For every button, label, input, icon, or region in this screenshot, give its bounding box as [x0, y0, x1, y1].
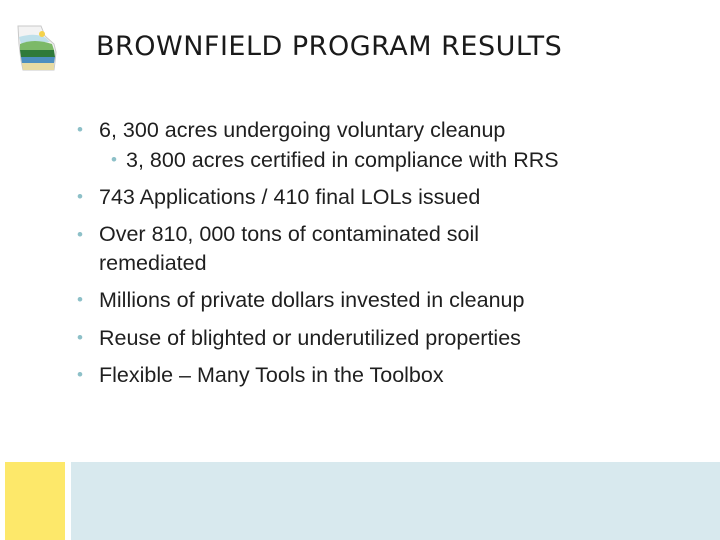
- bullet-item: [0, 285, 720, 315]
- bullet-dot-icon: •: [77, 120, 83, 139]
- bullet-dot-icon: •: [77, 224, 83, 244]
- georgia-state-logo-icon: [14, 24, 58, 72]
- bullet-dot-icon: •: [77, 290, 83, 309]
- bullet-item: [0, 323, 720, 353]
- footer-accent-block: [5, 462, 65, 540]
- footer-band: [71, 462, 720, 540]
- sub-bullet-item: [0, 145, 720, 175]
- bullet-text: 743 Applications / 410 final LOLs issued: [99, 185, 481, 209]
- bullet-dot-icon: •: [77, 327, 83, 347]
- bullet-dot-icon: •: [77, 365, 83, 384]
- bullet-text: Flexible – Many Tools in the Toolbox: [99, 363, 444, 387]
- bullet-list: [0, 115, 720, 398]
- bullet-item: [0, 115, 720, 145]
- bullet-text: 3, 800 acres certified in compliance with RRS: [126, 147, 559, 172]
- bullet-item: [0, 360, 720, 390]
- bullet-text: Reuse of blighted or underutilized properties: [99, 325, 521, 350]
- bullet-item: [0, 182, 720, 212]
- bullet-item: [0, 220, 720, 278]
- bullet-text: Millions of private dollars invested in cleanup: [99, 288, 525, 312]
- bullet-text: Over 810, 000 tons of contaminated soil remediated: [99, 221, 480, 275]
- slide-title: BROWNFIELD PROGRAM RESULTS: [96, 31, 563, 62]
- bullet-dot-icon: •: [111, 149, 117, 169]
- bullet-dot-icon: •: [77, 187, 83, 206]
- bullet-text: 6, 300 acres undergoing voluntary cleanup: [99, 118, 506, 142]
